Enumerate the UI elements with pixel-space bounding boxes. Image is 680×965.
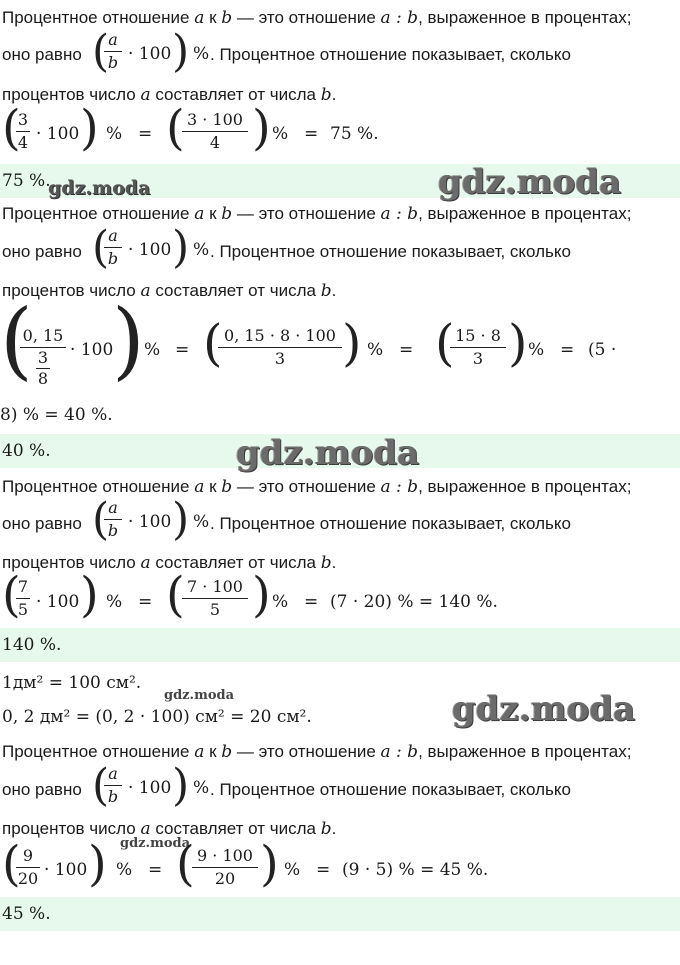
watermark: gdz.moda [120,836,191,851]
fraction-a-b: a b [104,764,122,807]
answer-bar-4 [0,897,680,931]
definition-line-2-prefix: оно равно [2,45,82,64]
fraction-a-b: a b [104,498,122,541]
watermark: gdz.moda [236,433,420,473]
task2-complex-fraction: 0, 15 3 8 [20,326,66,388]
times-100: · 100 [128,44,172,64]
answer-1: 75 %. [2,171,51,191]
task2-fraction-3: 15 · 8 3 [450,326,506,369]
answer-2: 40 %. [2,441,51,461]
task2-fraction-2: 0, 15 · 8 · 100 3 [218,326,342,369]
fraction-a-b: a b [104,226,122,269]
watermark: gdz.moda [164,688,235,703]
task1-fraction-2: 3 · 100 4 [182,110,248,153]
conversion-line-1: 1дм² = 100 см². [2,673,142,693]
definition-line-1: Процентное отношение a к b — это отношение a : b, выраженное в процентах; [2,477,632,497]
fraction-a-b: a b [104,30,122,73]
definition-line-2-prefix: оно равно [2,242,82,261]
watermark: gdz.moda [452,689,636,729]
definition-line-3: процентов число a составляет от числа b. [2,553,337,573]
watermark: gdz.moda [48,177,151,199]
task3-fraction-2: 7 · 100 5 [182,577,248,620]
right-paren: ) [172,26,190,77]
answer-3: 140 %. [2,635,62,655]
watermark: gdz.moda [438,162,622,202]
definition-line-1: Процентное отношение a к b — это отношение a : b, выраженное в процентах; [2,8,632,28]
definition-line-3: процентов число a составляет от числа b. [2,819,337,839]
conversion-line-2: 0, 2 дм² = (0, 2 · 100) см² = 20 см². [2,707,312,727]
answer-4: 45 %. [2,904,51,924]
definition-line-3: процентов число a составляет от числа b. [2,281,337,301]
definition-line-1: Процентное отношение a к b — это отношение a : b, выраженное в процентах; [2,742,632,762]
task4-fraction-2: 9 · 100 20 [192,846,258,889]
percent-sign: % [193,44,210,64]
left-paren: ( [92,26,110,77]
definition-line-3: процентов число a составляет от числа b. [2,85,337,105]
task1-fraction-1: 3 4 [17,110,29,152]
definition-line-2-suffix: . Процентное отношение показывает, сколько [210,45,571,64]
answer-bar-3 [0,628,680,662]
definition-line-1: Процентное отношение a к b — это отношение a : b, выраженное в процентах; [2,204,632,224]
task3-fraction-1: 7 5 [17,577,29,619]
task4-fraction-1: 9 20 [17,846,39,888]
